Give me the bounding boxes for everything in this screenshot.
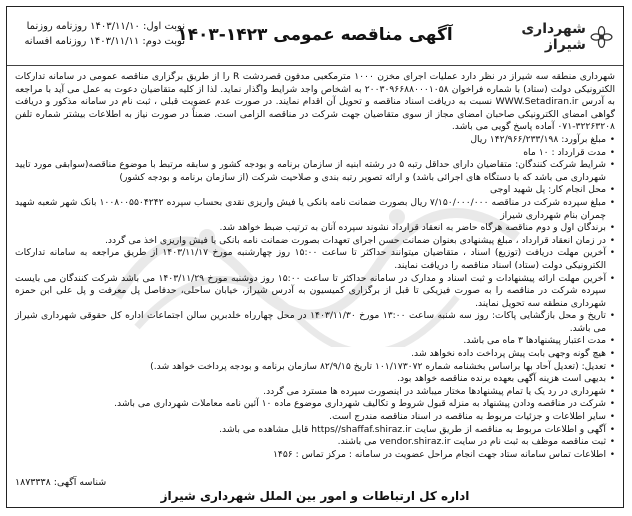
condition-item: • شرایط شرکت کنندگان: متقاضیان دارای حداقل رتبه ۵ در رشته ابنیه از سازمان برنامه و بودجه کشور و سابقه مرتبط با موضوع مناقصه(سوابقی مورد تایید شهرداری می باشد که با دستگاه های اجرائی باشد) و ارائه تصویر رتبه بندی و صلاحیت شرکت (از سازمان برنامه و بودجه کشور) <box>15 159 615 184</box>
intro-paragraph: شهرداری منطقه سه شیراز در نظر دارد عملیات اجرای مخزن ۱۰۰۰ مترمکعبی مدفون قصردشت R را از طریق برگزاری مناقصه عمومی در سامانه تدارکات الکترونیکی دولت (ستاد) با شماره فراخوان ۲۰۰۳۰۹۶۶۸۸۰۰۰۱۰۵۸ به اشخاص واجد شرایط واگذار نماید. لذا از کلیه متقاضیان دعوت به عمل می آید با مراجعه به آدرس WWW.Setadiran.ir نسبت به دریافت اسناد مناقصه و تحویل آن اقدام نمایند. در صورت عدم عضویت قبلی ، ثبت نام در سامانه مذکور و دریافت گواهی امضای الکترونیکی صاحبان امضای مجاز از سوی متقاضیان جهت شرکت در مناقصه الزامی است. ضمناً در صورت نیاز به اطلاعات بیشتر شماره تلفن ۳۲۲۶۳۲۰۸-۰۷۱ آماده پاسخ گویی می باشد. <box>15 71 615 133</box>
condition-item: • آخرین مهلت ارائه پیشنهادات و ثبت اسناد و مدارک در سامانه حداکثر تا ساعت ۱۵:۰۰ روز دوشنبه مورخ ۱۴۰۳/۱۱/۲۹ می باشد شرکت کنندگان می بایست سپرده شرکت در مناقصه را به صورت فیزیکی تا قبل از برگزاری کمیسیون به آدرس شیراز، خیابان ساحلی، حدفاصل پل معرفت و پل علی ابن حمزه شهرداری منطقه سه تحویل نمایند. <box>15 273 615 311</box>
condition-item: • اطلاعات تماس سامانه ستاد جهت انجام مراحل عضویت در سامانه : مرکز تماس : ۱۴۵۶ <box>15 449 615 462</box>
condition-item: • شهرداری در رد یک یا تمام پیشنهادها مختار میباشد در اینصورت سپرده ها مسترد می گردد. <box>15 386 615 399</box>
condition-item: • محل انجام کار: پل شهید اوجی <box>15 184 615 197</box>
condition-item: • تاریخ و محل بازگشایی پاکات: روز سه شنبه ساعت ۱۳:۰۰ مورخ ۱۴۰۳/۱۱/۳۰ در محل چهارراه خلدبرین سالن اجتماعات اداره کل حقوقی شهرداری شیراز می باشد. <box>15 310 615 335</box>
ad-code: شناسه آگهی: ۱۸۷۳۳۳۸ <box>15 477 107 488</box>
condition-item: • مدت اعتبار پیشنهادها ۳ ماه می باشد. <box>15 335 615 348</box>
condition-item: • آگهی و اطلاعات مربوط به مناقصه از طریق سایت https//shaffaf.shiraz.ir قابل مشاهده می باشد. <box>15 424 615 437</box>
condition-item: • ثبت مناقصه موظف به ثبت نام در سایت vendor.shiraz.ir می باشند. <box>15 436 615 449</box>
condition-item: • مدت قرارداد : ۱۰ ماه <box>15 147 615 160</box>
issuing-office: اداره کل ارتباطات و امور بین الملل شهرداری شیراز <box>160 489 470 503</box>
notice-body <box>15 71 615 461</box>
condition-item: • تعدیل: (تعدیل آحاد بها براساس بخشنامه شماره ۱۰۱/۱۷۳۰۷۲ تاریخ ۸۲/۹/۱۵ سازمان برنامه و بودجه پرداخت خواهد شد.) <box>15 361 615 374</box>
conditions-list <box>15 134 615 461</box>
publication-dates <box>15 19 185 49</box>
notice-title: آگهی مناقصه عمومی ۱۴۲۳-۱۴۰۳ <box>177 25 453 45</box>
logo-text: شهرداری شیراز <box>521 21 586 53</box>
condition-item: • سایر اطلاعات و جزئیات مربوط به مناقصه در اسناد مناقصه مندرج است. <box>15 411 615 424</box>
condition-item: • آخرین مهلت دریافت (توزیع) اسناد ، متقاضیان میتوانند حداکثر تا ساعت ۱۵:۰۰ روز چهارشنبه مورخ ۱۴۰۳/۱۱/۱۷ از طریق مراجعه به سامانه تدارکات الکترونیکی دولت (ستاد) اسناد مناقصه را دریافت نمایند. <box>15 247 615 272</box>
condition-item: • در زمان انعقاد قرارداد ، مبلغ پیشنهادی بعنوان ضمانت حسن اجرای تعهدات بصورت ضمانت نامه بانکی یا فیش واریزی اخذ می گردد. <box>15 235 615 248</box>
condition-item: • مبلغ برآورد: ۱۴۲/۹۶۶/۲۳۳/۱۹۸ ریال <box>15 134 615 147</box>
condition-item: • مبلغ سپرده شرکت در مناقصه ۷/۱۵۰/۰۰۰/۰۰۰ ریال بصورت ضمانت نامه بانکی یا فیش واریزی نقدی بحساب سپرده ۱۰۰۸۰۰۵۵۰۴۲۴۲ بانک شهر شعبه شهید چمران بنام شهرداری شیراز <box>15 197 615 222</box>
condition-item: • هیچ گونه وجهی بابت پیش پرداخت داده نخواهد شد. <box>15 348 615 361</box>
condition-item: • شرکت در مناقصه ودادن پیشنهاد به منزله قبول شروط و تکالیف شهرداری موضوع ماده ۱۰ آئین نامه معاملات شهرداری می باشد. <box>15 398 615 411</box>
condition-item: • برندگان اول و دوم مناقصه هرگاه حاضر به انعقاد قرارداد نشوند سپرده آنان به ترتیب ضبط خواهد شد. <box>15 222 615 235</box>
second-publication-date: نوبت دوم: ۱۴۰۳/۱۱/۱۱ روزنامه افسانه <box>24 36 185 47</box>
tender-notice <box>6 6 624 508</box>
condition-item: • بدیهی است هزینه آگهی بعهده برنده مناقصه خواهد بود. <box>15 373 615 386</box>
notice-header <box>7 7 623 66</box>
first-publication-date: نوبت اول: ۱۴۰۳/۱۱/۱۰ روزنامه روزنما <box>26 21 185 32</box>
